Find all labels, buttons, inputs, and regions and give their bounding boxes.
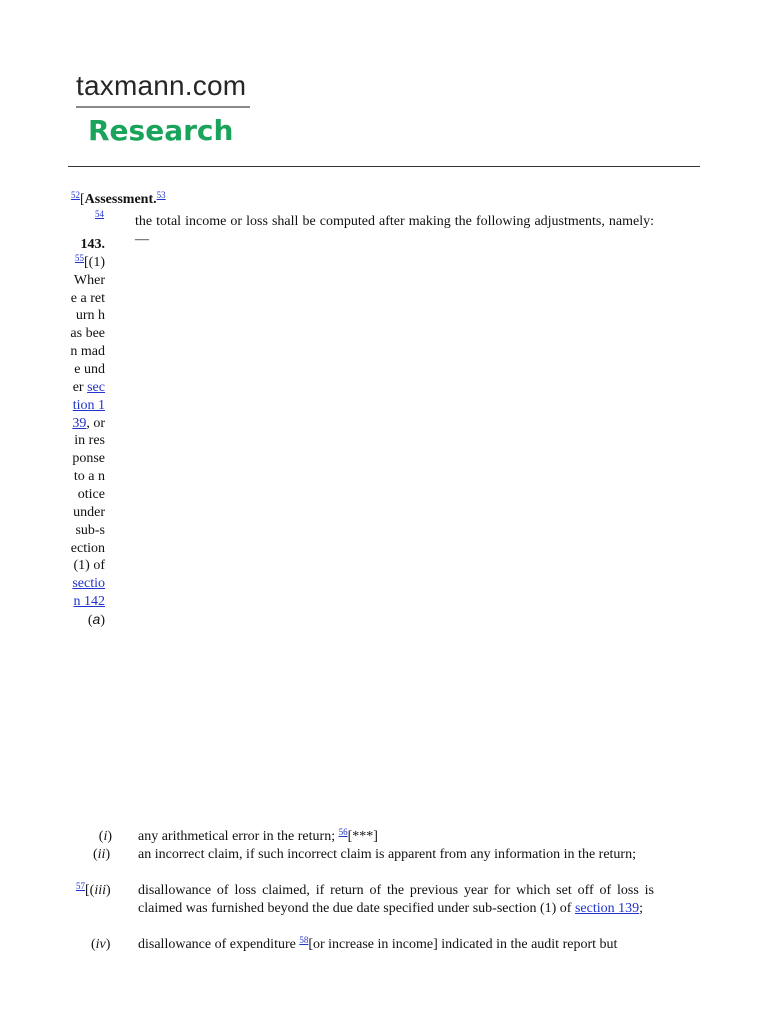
main-paragraph: the total income or loss shall be computed after making the following adjustments, namely:— [135, 214, 654, 247]
footnote-link-54[interactable]: 54 [95, 209, 104, 219]
section-139-link[interactable]: section 139 [72, 379, 105, 431]
clause-text: disallowance of loss claimed, if return of the previous year for which set off of loss is claimed was furnished beyond the due date specified under sub-section (1) of section 139; [138, 883, 654, 916]
footnote-link-55[interactable]: 55 [75, 252, 84, 263]
section-142-link[interactable]: section 142 [72, 576, 105, 610]
logo-subtitle: Research [88, 114, 234, 147]
clause-label: $^{57}$[(iii) [76, 881, 111, 898]
clause-label: (i) [98, 829, 112, 844]
subsection-label: [(1) [84, 254, 105, 270]
footnote-link-56[interactable]: 56 [338, 827, 348, 837]
section-text-3: ( [87, 613, 93, 629]
section-139-link[interactable]: section 139 [574, 901, 640, 916]
heading-title: Assessment. [84, 192, 157, 207]
footnote-link-52[interactable]: 52 [71, 190, 80, 200]
clause-text: disallowance of expenditure $^{58}$[or increase in income] indicated in the audit report but [138, 935, 618, 952]
header-divider [68, 166, 700, 167]
footnote-link-53[interactable]: 53 [156, 190, 166, 200]
footnote-link-58[interactable]: 58 [299, 935, 309, 945]
clause-label: (ii) [93, 847, 111, 862]
section-heading [71, 191, 166, 209]
clause-text: an incorrect claim, if such incorrect claim is apparent from any information in the return; [138, 847, 636, 862]
section-text-2: , or in response to a notice under sub-section (1) of [70, 415, 105, 574]
section-narrow-column [70, 236, 105, 630]
section-text-1: Where a return has been made under [70, 272, 105, 395]
section-number: 143. [80, 237, 105, 252]
clause-a-label: a [92, 611, 101, 628]
footnote-link-57[interactable]: 57 [76, 881, 85, 891]
clause-text: any arithmetical error in the return; $^{56}$[***] [138, 827, 378, 844]
logo-divider [76, 106, 250, 108]
heading-bracket: [ [80, 192, 85, 207]
clause-label: (iv) [91, 937, 111, 952]
taxmann-research-logo [76, 68, 252, 152]
logo-wordmark: taxmann.com [76, 70, 247, 101]
section-text-4: ) [100, 613, 105, 629]
